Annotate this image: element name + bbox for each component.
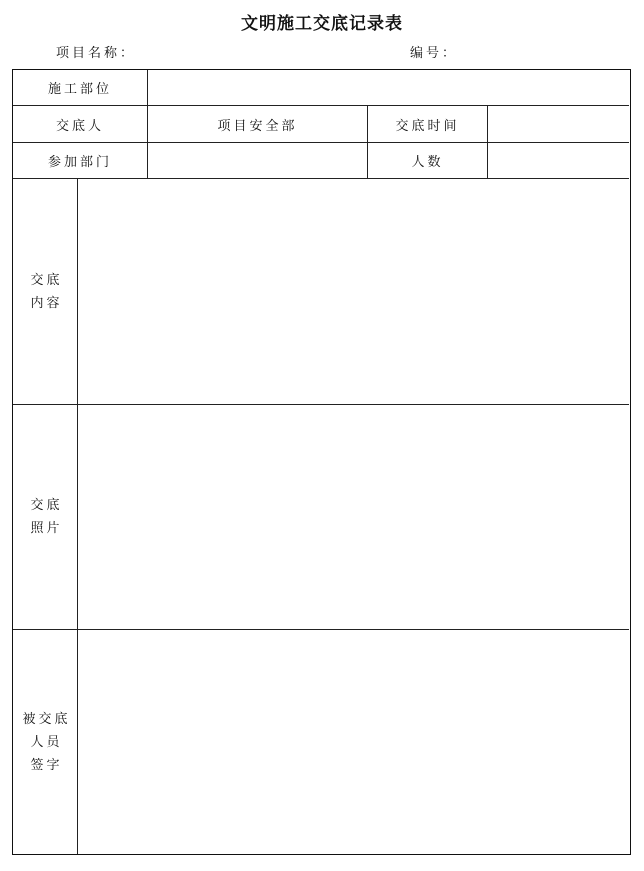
signature-area[interactable]	[78, 630, 629, 854]
signature-label-line1: 被交底	[22, 711, 71, 727]
photo-area[interactable]	[78, 405, 629, 629]
content-area[interactable]	[78, 179, 629, 404]
participating-dept-label: 参加部门	[47, 155, 112, 170]
record-table	[12, 69, 631, 855]
disclosure-time-label: 交底时间	[395, 118, 460, 134]
disclosure-time-field[interactable]	[488, 106, 629, 142]
signature-label-line3: 签字	[30, 757, 63, 773]
headcount-label: 人数	[411, 155, 444, 170]
discloser-label: 交底人	[55, 118, 104, 134]
construction-location-label: 施工部位	[47, 82, 112, 97]
signature-label-line2: 人员	[30, 734, 63, 750]
signature-section-label	[13, 630, 77, 854]
headcount-field[interactable]	[488, 143, 629, 178]
discloser-value[interactable]: 项目安全部	[217, 118, 298, 134]
participating-dept-field[interactable]	[148, 143, 367, 178]
photo-section-label	[13, 405, 77, 629]
content-section-label	[13, 179, 77, 404]
content-label-line1: 交底	[30, 272, 63, 288]
number-label: 编号：	[410, 46, 459, 61]
photo-label-line1: 交底	[30, 498, 63, 513]
project-name-label: 项目名称：	[56, 46, 137, 61]
construction-location-field[interactable]	[148, 70, 629, 105]
content-label-line2: 内容	[30, 295, 63, 311]
photo-label-line2: 照片	[30, 521, 63, 536]
document-title: 文明施工交底记录表	[241, 14, 403, 34]
